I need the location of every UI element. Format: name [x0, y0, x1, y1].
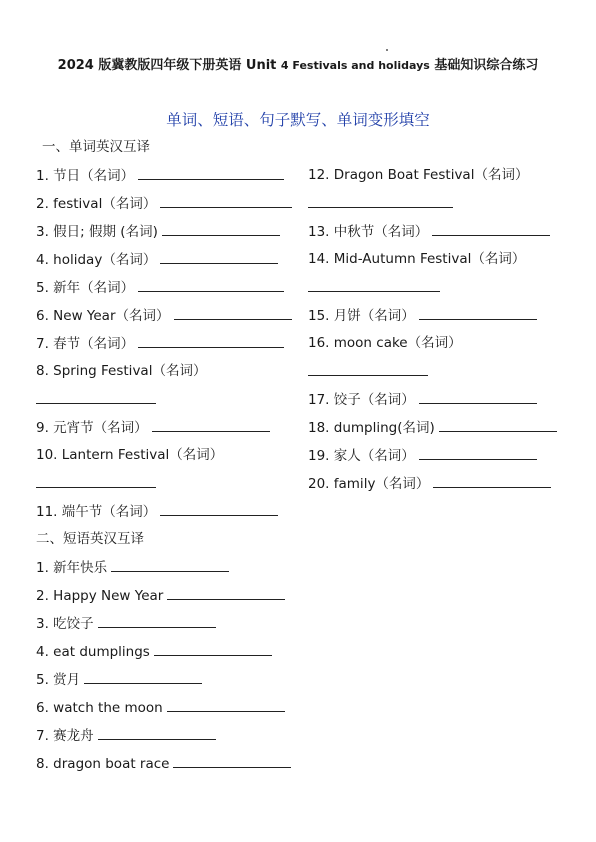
title-main: 2024 版冀教版四年级下册英语 Unit [57, 58, 281, 73]
item-label: 8. dragon boat race [36, 756, 170, 772]
item-label: 9. 元宵节（名词） [36, 420, 148, 436]
answer-blank[interactable] [98, 614, 216, 628]
list-item [308, 390, 537, 408]
item-label: 16. moon cake（名词） [308, 335, 462, 351]
list-item [36, 194, 292, 212]
answer-blank[interactable] [111, 558, 229, 572]
item-label: 7. 赛龙舟 [36, 728, 94, 744]
answer-blank[interactable] [152, 418, 270, 432]
item-label: 19. 家人（名词） [308, 448, 415, 464]
item-label: 4. eat dumplings [36, 644, 150, 660]
answer-blank[interactable] [419, 306, 537, 320]
answer-blank[interactable] [160, 250, 278, 264]
list-item-continuation [308, 362, 428, 380]
list-item [36, 502, 278, 520]
list-item [36, 642, 272, 660]
item-label: 4. holiday（名词） [36, 252, 157, 268]
list-item [308, 166, 528, 184]
item-label: 18. dumpling(名词) [308, 420, 435, 436]
item-label: 2. festival（名词） [36, 196, 157, 212]
item-label: 6. watch the moon [36, 700, 163, 716]
answer-blank[interactable] [138, 334, 284, 348]
list-item [308, 474, 551, 492]
list-item [36, 698, 285, 716]
answer-blank[interactable] [439, 418, 557, 432]
stray-dot [386, 49, 388, 51]
answer-blank[interactable] [308, 362, 428, 376]
list-item [36, 166, 284, 184]
answer-blank[interactable] [160, 194, 292, 208]
item-label: 13. 中秋节（名词） [308, 224, 429, 240]
answer-blank[interactable] [167, 586, 285, 600]
list-item [308, 250, 525, 268]
list-item-continuation [36, 474, 156, 492]
answer-blank[interactable] [419, 390, 537, 404]
item-label: 7. 春节（名词） [36, 336, 135, 352]
list-item [308, 334, 462, 352]
item-label: 5. 新年（名词） [36, 280, 135, 296]
item-label: 14. Mid-Autumn Festival（名词） [308, 251, 526, 267]
title-unit: 4 Festivals and holidays [280, 59, 430, 72]
item-label: 12. Dragon Boat Festival（名词） [308, 167, 529, 183]
item-label: 11. 端午节（名词） [36, 504, 157, 520]
list-item [36, 250, 278, 268]
answer-blank[interactable] [432, 222, 550, 236]
item-label: 17. 饺子（名词） [308, 392, 415, 408]
answer-blank[interactable] [174, 306, 292, 320]
list-item [36, 418, 270, 436]
list-item [36, 558, 229, 576]
answer-blank[interactable] [162, 222, 280, 236]
answer-blank[interactable] [419, 446, 537, 460]
list-item [308, 306, 537, 324]
answer-blank[interactable] [84, 670, 202, 684]
list-item [308, 418, 557, 436]
list-item [36, 614, 216, 632]
item-label: 6. New Year（名词） [36, 308, 170, 324]
list-item [36, 446, 223, 464]
list-item-continuation [36, 390, 156, 408]
answer-blank[interactable] [154, 642, 272, 656]
answer-blank[interactable] [36, 390, 156, 404]
answer-blank[interactable] [138, 278, 284, 292]
answer-blank[interactable] [138, 166, 284, 180]
list-item-continuation [308, 194, 453, 212]
answer-blank[interactable] [433, 474, 551, 488]
section2-heading: 二、短语英汉互译 [36, 531, 144, 547]
answer-blank[interactable] [308, 194, 453, 208]
item-label: 15. 月饼（名词） [308, 308, 415, 324]
answer-blank[interactable] [173, 754, 291, 768]
list-item [36, 306, 292, 324]
item-label: 8. Spring Festival（名词） [36, 363, 207, 379]
list-item [308, 446, 537, 464]
answer-blank[interactable] [308, 278, 440, 292]
list-item [36, 586, 285, 604]
list-item-continuation [308, 278, 440, 296]
item-label: 3. 假日; 假期 (名词) [36, 224, 158, 240]
item-label: 3. 吃饺子 [36, 616, 94, 632]
list-item [36, 222, 280, 240]
answer-blank[interactable] [36, 474, 156, 488]
item-label: 2. Happy New Year [36, 588, 164, 604]
item-label: 5. 赏月 [36, 672, 81, 688]
worksheet-title [0, 54, 596, 73]
answer-blank[interactable] [98, 726, 216, 740]
list-item [308, 222, 550, 240]
list-item [36, 278, 284, 296]
item-label: 1. 节日（名词） [36, 168, 135, 184]
item-label: 1. 新年快乐 [36, 560, 108, 576]
list-item [36, 754, 291, 772]
list-item [36, 362, 206, 380]
list-item [36, 670, 202, 688]
section1-heading: 一、单词英汉互译 [42, 139, 150, 155]
answer-blank[interactable] [167, 698, 285, 712]
item-label: 10. Lantern Festival（名词） [36, 447, 224, 463]
answer-blank[interactable] [160, 502, 278, 516]
list-item [36, 334, 284, 352]
item-label: 20. family（名词） [308, 476, 430, 492]
list-item [36, 726, 216, 744]
title-end: 基础知识综合练习 [429, 58, 539, 73]
worksheet-subtitle: 单词、短语、句子默写、单词变形填空 [166, 111, 430, 129]
